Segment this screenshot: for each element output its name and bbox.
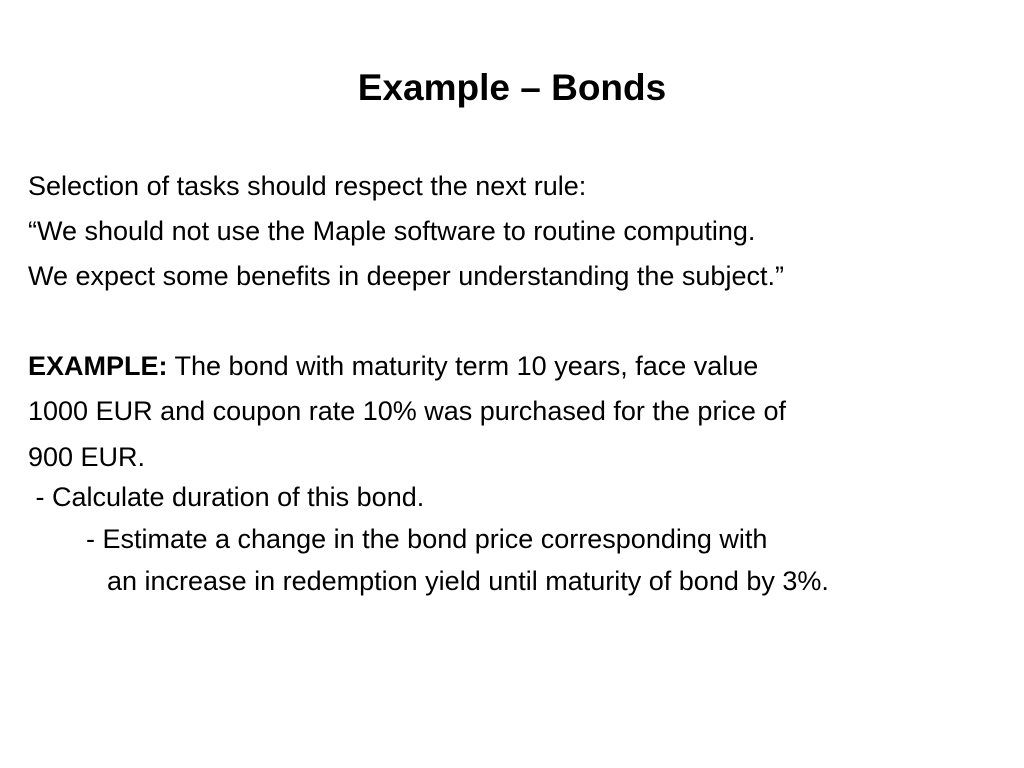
task-1: - Calculate duration of this bond. <box>28 482 425 512</box>
slide-title: Example – Bonds <box>357 67 667 108</box>
task-2-line-1: - Estimate a change in the bond price corresponding with <box>86 524 768 554</box>
example-line-1 <box>28 348 758 384</box>
example-line-2: 1000 EUR and coupon rate 10% was purchased for the price of <box>28 396 786 426</box>
intro-line-2: “We should not use the Maple software to routine computing. <box>28 216 756 246</box>
task-2-line-2: an increase in redemption yield until maturity of bond by 3%. <box>107 566 829 596</box>
example-label: EXAMPLE: <box>28 351 168 381</box>
intro-line-1: Selection of tasks should respect the next rule: <box>28 171 587 201</box>
intro-line-3: We expect some benefits in deeper understanding the subject.” <box>28 261 784 291</box>
example-line-1-text: The bond with maturity term 10 years, face value <box>167 351 759 381</box>
example-line-3: 900 EUR. <box>28 442 146 472</box>
